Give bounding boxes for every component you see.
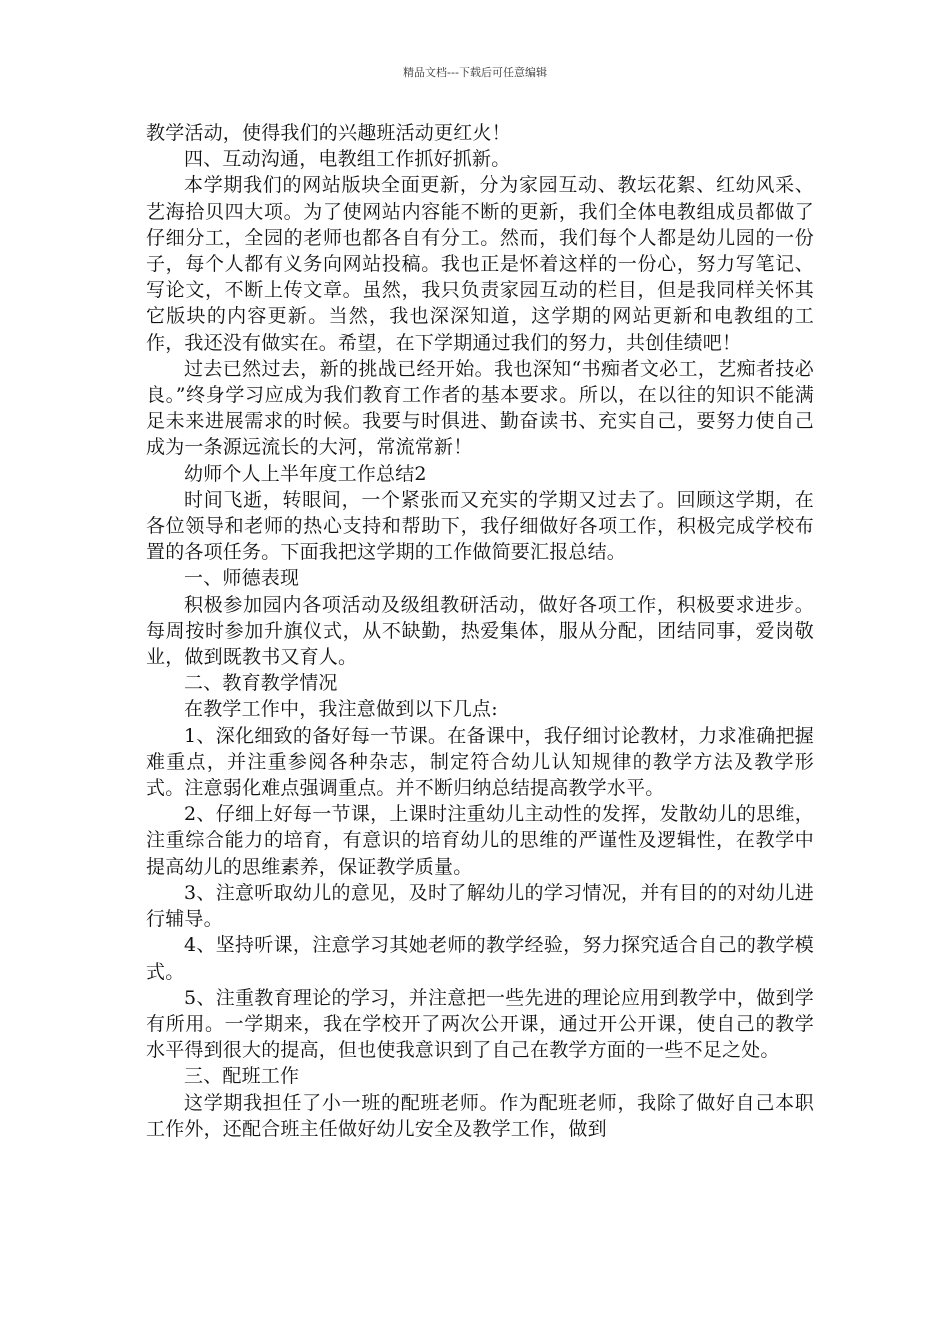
paragraph: 积极参加园内各项活动及级组教研活动，做好各项工作，积极要求进步。每周按时参加升旗仪式，从不缺勤，热爱集体，服从分配，团结同事，爱岗敬业，做到既教书又育人。 xyxy=(146,593,814,669)
list-item: 5、注重教育理论的学习，并注意把一些先进的理论应用到教学中，做到学有所用。一学期来，我在学校开了两次公开课，通过开公开课，使自己的教学水平得到很大的提高，但也使我意识到了自己在教学方面的一些不足之处。 xyxy=(146,986,814,1062)
section-heading: 一、师德表现 xyxy=(184,567,300,590)
list-item: 1、深化细致的备好每一节课。在备课中，我仔细讨论教材，力求准确把握难重点，并注重参阅各种杂志，制定符合幼儿认知规律的教学方法及教学形式。注意弱化难点强调重点。并不断归纳总结提高教学水平。 xyxy=(146,724,814,800)
paragraph: 在教学工作中，我注意做到以下几点: xyxy=(184,698,498,721)
page-header: 精品文档---下载后可任意编辑 xyxy=(403,66,547,79)
paragraph: 过去已然过去，新的挑战已经开始。我也深知“书痴者文必工，艺痴者技必良。”终身学习应成为我们教育工作者的基本要求。所以，在以往的知识不能满足未来进展需求的时候。我要与时俱进、勤奋读书、充实自己，要努力使自己成为一条源远流长的大河，常流常新！ xyxy=(146,357,814,459)
list-item: 3、注意听取幼儿的意见，及时了解幼儿的学习情况，并有目的的对幼儿进行辅导。 xyxy=(146,881,814,931)
list-item: 4、坚持听课，注意学习其她老师的教学经验，努力探究适合自己的教学模式。 xyxy=(146,934,814,983)
document-body xyxy=(146,120,814,1142)
paragraph: 这学期我担任了小一班的配班老师。作为配班老师，我除了做好自己本职工作外，还配合班主任做好幼儿安全及教学工作，做到 xyxy=(146,1091,814,1140)
section-heading: 四、互动沟通，电教组工作抓好抓新。 xyxy=(184,148,511,171)
section-heading: 三、配班工作 xyxy=(184,1065,300,1088)
section-heading: 二、教育教学情况 xyxy=(184,672,338,695)
list-item: 2、仔细上好每一节课，上课时注重幼儿主动性的发挥，发散幼儿的思维，注重综合能力的培育，有意识的培育幼儿的思维的严谨性及逻辑性，在教学中提高幼儿的思维素养，保证教学质量。 xyxy=(146,803,814,878)
document-title: 幼师个人上半年度工作总结2 xyxy=(184,462,427,485)
paragraph: 本学期我们的网站版块全面更新，分为家园互动、教坛花絮、红幼风采、艺海拾贝四大项。为了使网站内容能不断的更新，我们全体电教组成员都做了仔细分工，全园的老师也都各自有分工。然而，我们每个人都是幼儿园的一份子，每个人都有义务向网站投稿。我也正是怀着这样的一份心，努力写笔记、写论文，不断上传文章。虽然，我只负责家园互动的栏目，但是我同样关怀其它版块的内容更新。当然，我也深深知道，这学期的网站更新和电教组的工作，我还没有做实在。希望，在下学期通过我们的努力，共创佳绩吧！ xyxy=(146,174,814,354)
paragraph: 时间飞逝，转眼间，一个紧张而又充实的学期又过去了。回顾这学期，在各位领导和老师的热心支持和帮助下，我仔细做好各项工作，积极完成学校布置的各项任务。下面我把这学期的工作做简要汇报总结。 xyxy=(146,488,814,564)
paragraph: 教学活动，使得我们的兴趣班活动更红火！ xyxy=(146,122,511,144)
